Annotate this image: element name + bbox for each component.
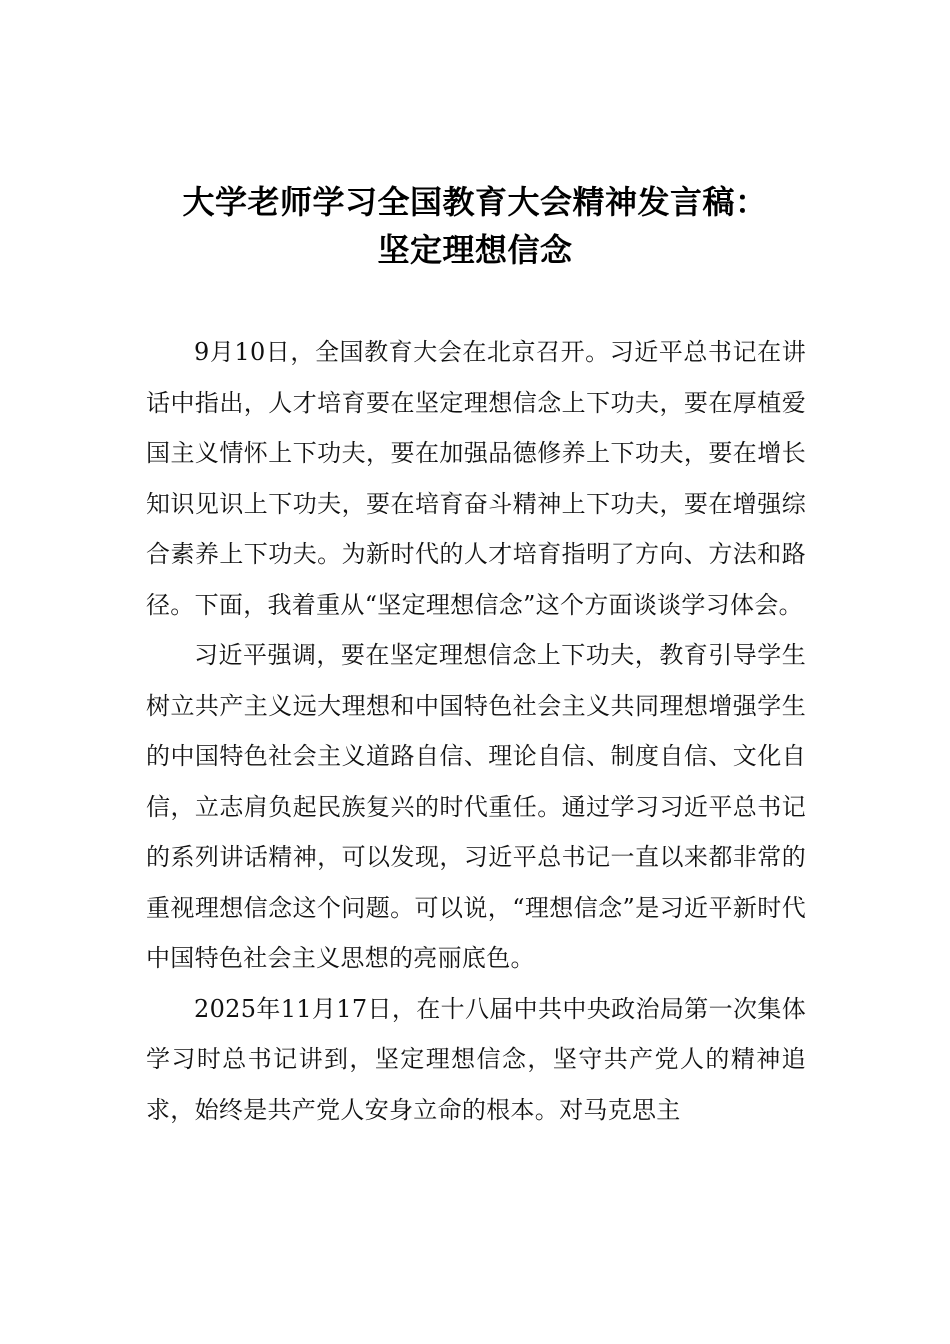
document-title [100, 178, 850, 274]
title-line-1: 大学老师学习全国教育大会精神发言稿： [182, 183, 768, 221]
title-line-2: 坚定理想信念 [377, 231, 573, 269]
paragraph-1: 9月10日，全国教育大会在北京召开。习近平总书记在讲话中指出，人才培育要在坚定理想信念上下功夫，要在厚植爱国主义情怀上下功夫，要在加强品德修养上下功夫，要在增长知识见识上下功夫，要在培育奋斗精神上下功夫，要在增强综合素养上下功夫。为新时代的人才培育指明了方向、方法和路径。下面，我着重从“坚定理想信念”这个方面谈谈学习体会。 [146, 338, 806, 619]
document-body [146, 327, 806, 1135]
paragraph-2: 习近平强调，要在坚定理想信念上下功夫，教育引导学生树立共产主义远大理想和中国特色社会主义共同理想增强学生的中国特色社会主义道路自信、理论自信、制度自信、文化自信，立志肩负起民族复兴的时代重任。通过学习习近平总书记的系列讲话精神，可以发现，习近平总书记一直以来都非常的重视理想信念这个问题。可以说，“理想信念”是习近平新时代中国特色社会主义思想的亮丽底色。 [146, 641, 806, 972]
paragraph-3: 2025年11月17日，在十八届中共中央政治局第一次集体学习时总书记讲到，坚定理想信念，坚守共产党人的精神追求，始终是共产党人安身立命的根本。对马克思主 [146, 994, 806, 1124]
